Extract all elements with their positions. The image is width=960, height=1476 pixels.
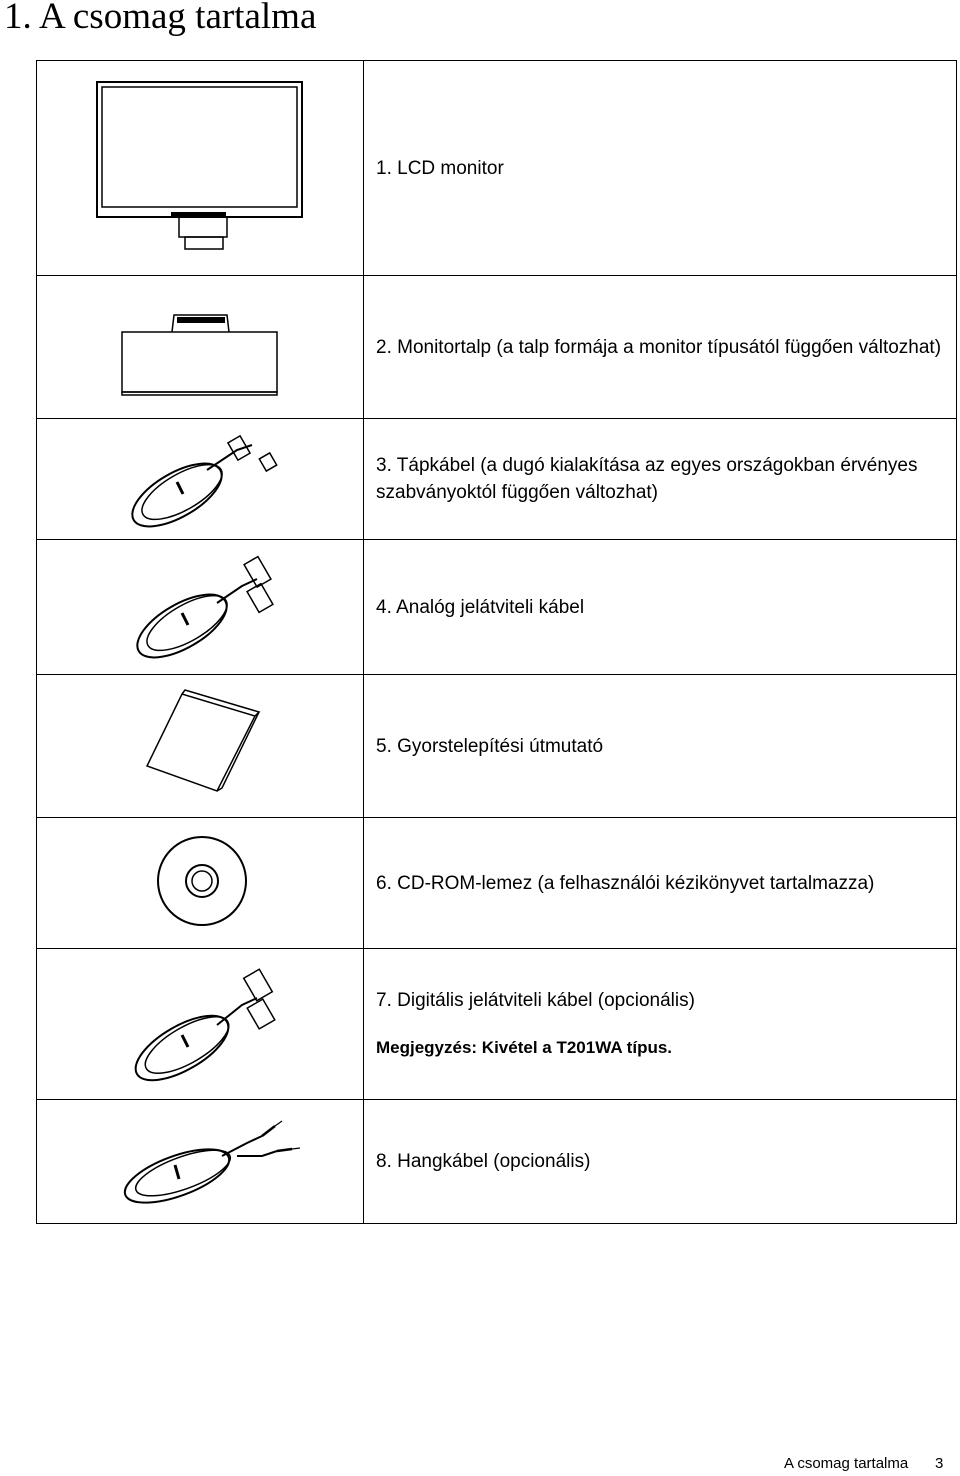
monitor-stand-icon <box>37 277 363 418</box>
page-footer <box>0 1452 960 1476</box>
table-row <box>37 276 957 419</box>
page-number: 3 <box>935 1455 944 1472</box>
cd-rom-icon <box>37 819 363 948</box>
item-label: 3. Tápkábel (a dugó kialakítása az egyes országokban érvényes szabványoktól függően változhat) <box>376 455 918 503</box>
table-row <box>37 675 957 818</box>
table-row <box>37 949 957 1100</box>
footer-section-label: A csomag tartalma <box>784 1455 909 1472</box>
table-row <box>37 1100 957 1224</box>
quick-guide-icon <box>37 676 363 817</box>
table-row <box>37 419 957 540</box>
analog-cable-icon <box>37 541 363 674</box>
power-cable-icon <box>37 420 363 539</box>
table-row <box>37 818 957 949</box>
audio-cable-icon <box>37 1101 363 1223</box>
digital-cable-icon <box>37 950 363 1099</box>
table-row <box>37 61 957 276</box>
item-label: 8. Hangkábel (opcionális) <box>376 1151 591 1172</box>
item-label: 1. LCD monitor <box>376 157 504 179</box>
item-label: 4. Analóg jelátviteli kábel <box>376 596 585 618</box>
item-label: 5. Gyorstelepítési útmutató <box>376 735 604 757</box>
item-label: 7. Digitális jelátviteli kábel (opcionális) <box>376 990 695 1011</box>
table-row <box>37 540 957 675</box>
note-text: Megjegyzés: Kivétel a T201WA típus. <box>376 1038 673 1057</box>
lcd-monitor-icon <box>37 62 363 275</box>
item-label: 6. CD-ROM-lemez (a felhasználói kézikönyvet tartalmazza) <box>376 872 875 894</box>
package-contents-table <box>36 60 957 1224</box>
page-title: 1. A csomag tartalma <box>4 0 317 37</box>
item-label: 2. Monitortalp (a talp formája a monitor típusától függően változhat) <box>376 336 942 358</box>
